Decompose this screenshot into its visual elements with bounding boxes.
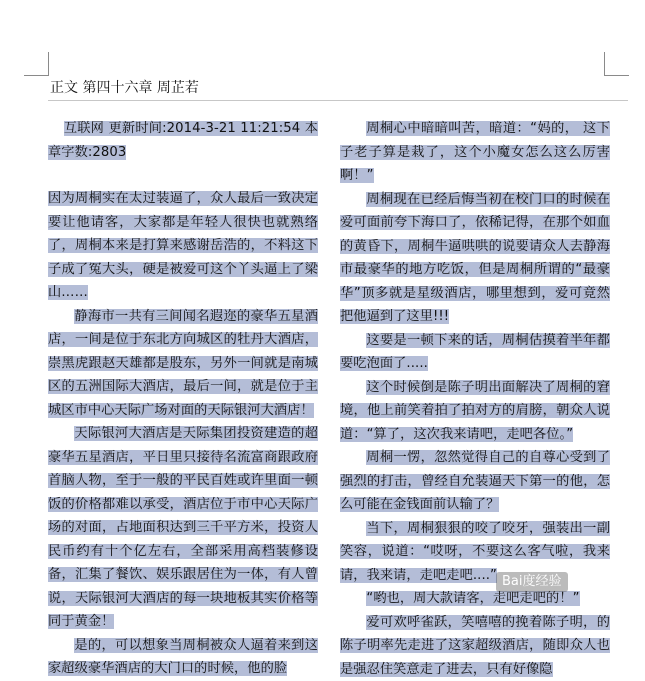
- body-paragraph[interactable]: 周桐现在已经后悔当初在校门口的时候在爱可面前夸下海口了，依稀记得，在那个如血的黄昏下，周桐牛逼哄哄的说要请众人去静海市最豪华的地方吃饭，但是周桐所谓的“最豪华”顶多就是星级酒店，哪里想到，爱可竟然把他逼到了这里!!!: [340, 188, 610, 329]
- chapter-meta-paragraph[interactable]: 互联网 更新时间:2014-3-21 11:21:54 本章字数:2803: [48, 117, 318, 164]
- body-paragraph[interactable]: 这个时候倒是陈子明出面解决了周桐的窘境，他上前笑着拍了拍对方的肩膀，朝众人说道：“算了，这次我来请吧，走吧各位。”: [340, 376, 610, 447]
- body-paragraph[interactable]: 天际银河大酒店是天际集团投资建造的超豪华五星酒店，平日里只接待名流富商跟政府首脑人物，至于一般的平民百姓或许里面一顿饭的价格都难以承受，酒店位于市中心天际广场的对面，占地面积达到三千平方米，投资人民币约有十个亿左右，全部采用高档装修设备，汇集了餐饮、娱乐跟居住为一体，有人曾说，天际银河大酒店的每一块地板其实价格等同于黄金！: [48, 422, 318, 634]
- body-paragraph[interactable]: 这要是一顿下来的话，周桐估摸着半年都要吃泡面了.....: [340, 329, 610, 376]
- right-text-column[interactable]: [340, 117, 610, 629]
- paragraph-gap: [48, 164, 318, 187]
- crop-mark-top-right-horizontal: [604, 75, 629, 76]
- crop-mark-top-left-horizontal: [24, 75, 49, 76]
- page-header-title: 正文 第四十六章 周芷若: [50, 78, 199, 98]
- body-paragraph[interactable]: “哟也，周大款请客，走吧走吧的！”: [340, 587, 610, 611]
- body-paragraph[interactable]: 是的，可以想象当周桐被众人逼着来到这家超级豪华酒店的大门口的时候，他的脸: [48, 634, 318, 681]
- body-paragraph[interactable]: 静海市一共有三间闻名遐迩的豪华五星酒店，一间是位于东北方向城区的牡丹大酒店，崇黑虎跟赵天雄都是股东，另外一间就是南城区的五洲国际大酒店，最后一间，就是位于主城区市中心天际广场对面的天际银河大酒店！: [48, 305, 318, 423]
- body-paragraph[interactable]: 当下，周桐狠狠的咬了咬牙，强装出一副笑容，说道：“哎呀，不要这么客气啦，我来请，我来请，走吧走吧....”: [340, 517, 610, 588]
- header-divider: [48, 100, 628, 101]
- body-paragraph[interactable]: 因为周桐实在太过装逼了，众人最后一致决定要让他请客，大家都是年轻人很快也就熟络了，周桐本来是打算来感谢岳浩的，不料这下子成了冤大头，硬是被爱可这个丫头逼上了梁山……: [48, 187, 318, 305]
- body-paragraph[interactable]: 爱可欢呼雀跃，笑嘻嘻的挽着陈子明，的陈子明率先走进了这家超级酒店，随即众人也是强忍住笑意走了进去，只有好像隐: [340, 611, 610, 681]
- baidu-jingyan-watermark: Bai度经验: [496, 572, 568, 592]
- body-paragraph[interactable]: 周桐一愣，忽然觉得自己的自尊心受到了强烈的打击，曾经自允装逼天下第一的他，怎么可能在金钱面前认输了？: [340, 446, 610, 517]
- body-paragraph[interactable]: 周桐心中暗暗叫苦，暗道：“妈的， 这下子老子算是栽了，这个小魔女怎么这么厉害啊！”: [340, 117, 610, 188]
- crop-mark-top-right-vertical: [604, 52, 605, 76]
- left-text-column[interactable]: [48, 117, 318, 629]
- crop-mark-top-left-vertical: [48, 52, 49, 76]
